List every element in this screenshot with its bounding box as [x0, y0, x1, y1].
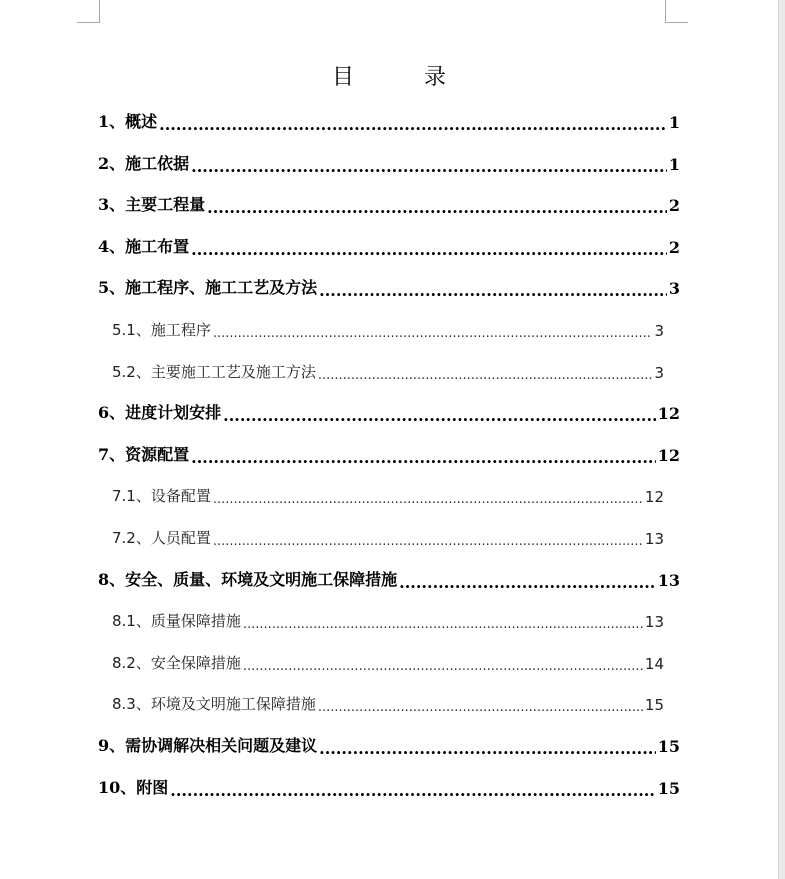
- toc-dot-leader: [170, 784, 655, 798]
- toc-entry[interactable]: [112, 647, 664, 673]
- toc-entry-label: 6、进度计划安排: [98, 403, 222, 423]
- toc-entry-label: 8.2、安全保障措施: [112, 653, 241, 672]
- toc-entry-page-number: 2: [668, 196, 680, 216]
- toc-entry-label: 8.3、环境及文明施工保障措施: [112, 695, 316, 714]
- toc-dot-leader: [243, 659, 643, 673]
- toc-entry-page-number: 14: [644, 654, 664, 673]
- toc-title-char-2: 录: [424, 65, 447, 90]
- toc-dot-leader: [319, 284, 667, 298]
- toc-entry-page-number: 15: [657, 778, 680, 798]
- toc-entry-page-number: 1: [668, 154, 680, 174]
- toc-entry[interactable]: [98, 439, 680, 465]
- page-edge-gutter: [778, 0, 785, 879]
- toc-entry[interactable]: [98, 564, 680, 590]
- toc-entry-page-number: 2: [668, 237, 680, 257]
- toc-entry-label: 10、附图: [98, 777, 169, 797]
- toc-entry-page-number: 12: [644, 488, 664, 507]
- toc-entry-label: 7.1、设备配置: [112, 487, 211, 506]
- toc-entry-label: 1、概述: [98, 112, 158, 131]
- toc-entry-page-number: 1: [668, 113, 680, 132]
- toc-dot-leader: [159, 118, 667, 132]
- toc-title: [0, 60, 778, 91]
- toc-entry-page-number: 3: [668, 279, 680, 299]
- toc-entry[interactable]: [98, 106, 680, 132]
- toc-entry[interactable]: [98, 730, 680, 756]
- toc-dot-leader: [191, 243, 667, 257]
- toc-dot-leader: [213, 326, 653, 340]
- toc-entry-label: 5、施工程序、施工工艺及方法: [98, 278, 318, 298]
- toc-entry[interactable]: [98, 772, 680, 798]
- toc-entry-page-number: 3: [654, 322, 664, 340]
- toc-dot-leader: [213, 492, 643, 506]
- toc-entry-label: 8.1、质量保障措施: [112, 612, 241, 631]
- toc-entry-label: 7.2、人员配置: [112, 529, 211, 547]
- toc-entry-label: 2、施工依据: [98, 153, 190, 173]
- toc-entry-page-number: 15: [657, 737, 680, 756]
- toc-entry[interactable]: [98, 189, 680, 215]
- toc-entry-page-number: 12: [657, 404, 680, 424]
- toc-dot-leader: [319, 742, 656, 756]
- toc-entry-label: 3、主要工程量: [98, 195, 206, 215]
- toc-entry-label: 5.2、主要施工工艺及施工方法: [112, 362, 316, 381]
- toc-dot-leader: [243, 617, 643, 631]
- toc-title-char-1: 目: [331, 65, 354, 90]
- toc-dot-leader: [213, 534, 643, 548]
- toc-entry[interactable]: [98, 148, 680, 174]
- toc-entry-page-number: 13: [644, 530, 664, 548]
- page-corner-mark-top-left: [77, 0, 100, 23]
- toc-entry[interactable]: [112, 314, 664, 340]
- toc-entry-page-number: 13: [644, 613, 664, 632]
- toc-entry-label: 5.1、施工程序: [112, 321, 211, 339]
- page-corner-mark-top-right: [665, 0, 688, 23]
- toc-entry[interactable]: [98, 272, 680, 298]
- toc-entry-page-number: 12: [657, 445, 680, 465]
- toc-entry[interactable]: [112, 480, 664, 506]
- toc-entry-label: 7、资源配置: [98, 444, 190, 464]
- toc-entry-label: 4、施工布置: [98, 236, 190, 256]
- toc-entry-label: 9、需协调解决相关问题及建议: [98, 736, 318, 755]
- toc-entry[interactable]: [112, 688, 664, 714]
- toc-dot-leader: [191, 160, 667, 174]
- toc-entry[interactable]: [98, 397, 680, 423]
- toc-entry[interactable]: [112, 605, 664, 631]
- toc-dot-leader: [318, 700, 643, 714]
- toc-dot-leader: [207, 201, 667, 215]
- toc-dot-leader: [223, 409, 656, 423]
- toc-dot-leader: [399, 576, 656, 590]
- toc-entry-page-number: 3: [654, 363, 664, 382]
- toc-entry-page-number: 15: [644, 696, 664, 715]
- toc-entry[interactable]: [98, 231, 680, 257]
- toc-dot-leader: [191, 451, 656, 465]
- toc-entry[interactable]: [112, 356, 664, 382]
- toc-entry-label: 8、安全、质量、环境及文明施工保障措施: [98, 569, 398, 589]
- toc-entry-page-number: 13: [657, 570, 680, 590]
- toc-dot-leader: [318, 368, 653, 382]
- toc-entry[interactable]: [112, 522, 664, 548]
